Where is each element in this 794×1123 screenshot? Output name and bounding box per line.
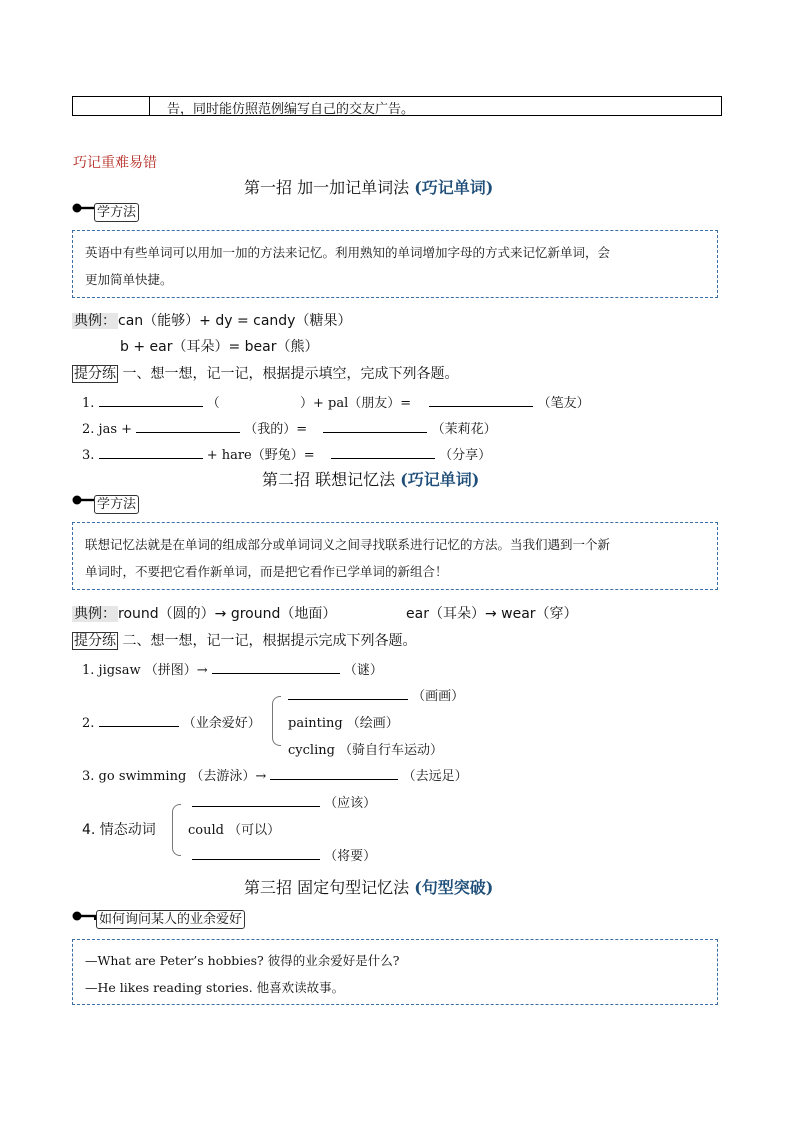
s3-line1: —What are Peter’s hobbies? 彼得的业余爱好是什么? — [85, 953, 400, 968]
s3-pattern-tag: 如何询问某人的业余爱好 — [96, 910, 245, 929]
s3-pattern-box — [72, 939, 718, 1005]
s2-example-line — [72, 603, 336, 623]
s2-example-label: 典例： — [74, 606, 116, 622]
s2-q1-meaning: （谜） — [343, 663, 383, 678]
s1-example-line1 — [72, 310, 351, 330]
s1-box-line2: 更加简单快捷。 — [85, 272, 173, 287]
s3-line2: —He likes reading stories. 他喜欢读故事。 — [85, 980, 345, 995]
s2-q2-top-blank[interactable] — [288, 685, 408, 700]
s1-method-box — [72, 230, 718, 298]
section-title: 巧记重难易错 — [73, 155, 157, 171]
s1-q3-blank-b[interactable] — [331, 444, 435, 459]
s2-box-line2: 单词时，不要把它看作新单词，而是把它看作已学单词的新组合！ — [85, 564, 448, 579]
s2-q2-blank[interactable] — [99, 712, 179, 727]
s2-practice-row — [72, 630, 416, 650]
s3-heading — [244, 875, 493, 898]
s1-example-text2: b + ear（耳朵）= bear（熊） — [120, 339, 319, 355]
s2-q2-bot: cycling （骑自行车运动） — [288, 743, 444, 758]
s2-example-text2: ear（耳朵）→ wear（穿） — [406, 606, 578, 622]
s1-q2-blank-a[interactable] — [136, 418, 240, 433]
s1-q1-blank-b[interactable] — [429, 392, 533, 407]
s1-question-1 — [82, 392, 590, 411]
s3-heading-tag: (句型突破) — [414, 878, 494, 897]
s2-q4-top — [192, 792, 376, 811]
s2-question-3 — [82, 765, 468, 784]
table-cell-text: 告，同时能仿照范例编写自己的交友广告。 — [167, 102, 415, 117]
s1-heading-tag: (巧记单词) — [414, 178, 494, 197]
s2-q4-bot-meaning: （将要） — [324, 849, 377, 864]
s2-heading-tag: (巧记单词) — [400, 470, 480, 489]
s2-q1-blank[interactable] — [212, 659, 340, 674]
s2-q2-top — [288, 685, 464, 704]
s2-heading — [262, 467, 479, 490]
s1-q1-blank-a[interactable] — [99, 392, 203, 407]
s1-q1-number: 1. — [82, 396, 95, 411]
s1-q2-text: 2. jas + — [82, 422, 133, 437]
s2-q2-hobby: （业余爱好） — [182, 716, 261, 731]
s1-q1-paren: （ — [206, 396, 220, 411]
s1-heading — [244, 175, 493, 198]
s1-example-text1: can（能够）+ dy = candy（糖果） — [118, 313, 352, 329]
s2-question-4: 4. 情态动词 — [82, 822, 156, 838]
s1-heading-text: 第一招 加一加记单词法 — [244, 178, 410, 197]
s2-q2-number: 2. — [82, 716, 95, 731]
top-table-row — [72, 96, 722, 116]
s2-q3-text: 3. go swimming （去游泳）→ — [82, 769, 267, 784]
s2-question-2 — [82, 712, 261, 731]
s1-q3-meaning: （分享） — [439, 448, 492, 463]
s2-method-tag: 学方法 — [94, 495, 139, 514]
s2-practice-tag: 提分练 — [74, 633, 116, 649]
s2-q2-mid: painting （绘画） — [288, 716, 399, 731]
s1-q3-blank-a[interactable] — [99, 444, 203, 459]
s2-example-text1: round（圆的）→ ground（地面） — [118, 606, 337, 622]
s2-q4-bot-blank[interactable] — [192, 845, 320, 860]
s1-practice-prompt: 一、想一想，记一记，根据提示填空，完成下列各题。 — [122, 366, 459, 382]
s3-heading-text: 第三招 固定句型记忆法 — [244, 878, 410, 897]
s2-q4-top-meaning: （应该） — [324, 796, 377, 811]
s2-q4-bot — [192, 845, 376, 864]
s2-q3-blank[interactable] — [270, 765, 398, 780]
s1-example-label: 典例： — [74, 313, 116, 329]
s1-q2-blank-b[interactable] — [323, 418, 427, 433]
s1-practice-row — [72, 363, 458, 383]
s2-practice-prompt: 二、想一想，记一记，根据提示完成下列各题。 — [122, 633, 417, 649]
s2-box-line1: 联想记忆法就是在单词的组成部分或单词词义之间寻找联系进行记忆的方法。当我们遇到一个新 — [85, 537, 611, 552]
s1-q2-mine: （我的）= — [244, 422, 308, 437]
table-cell-empty — [73, 97, 150, 115]
s2-q3-meaning: （去远足） — [402, 769, 468, 784]
s1-q2-meaning: （茉莉花） — [431, 422, 497, 437]
s2-q1-text: 1. jigsaw （拼图）→ — [82, 663, 208, 678]
s1-q1-meaning: （笔友） — [537, 396, 590, 411]
s2-q2-brace — [272, 696, 281, 746]
s2-q4-mid: could （可以） — [188, 823, 281, 838]
s1-question-2 — [82, 418, 497, 437]
s2-method-box — [72, 522, 718, 590]
s2-heading-text: 第二招 联想记忆法 — [262, 470, 396, 489]
s2-q2-top-meaning: （画画） — [412, 689, 465, 704]
s1-q1-text: ）+ pal（朋友）= — [299, 396, 412, 411]
s2-question-1 — [82, 659, 383, 678]
s2-q4-brace — [172, 804, 181, 856]
s1-method-tag: 学方法 — [94, 203, 139, 222]
s2-q4-top-blank[interactable] — [192, 792, 320, 807]
s1-box-line1: 英语中有些单词可以用加一加的方法来记忆。利用熟知的单词增加字母的方式来记忆新单词，会 — [85, 245, 611, 260]
s1-q3-number: 3. — [82, 448, 95, 463]
s1-q3-text: + hare（野兔）= — [206, 448, 315, 463]
s1-practice-tag: 提分练 — [74, 366, 116, 382]
s1-question-3 — [82, 444, 491, 463]
